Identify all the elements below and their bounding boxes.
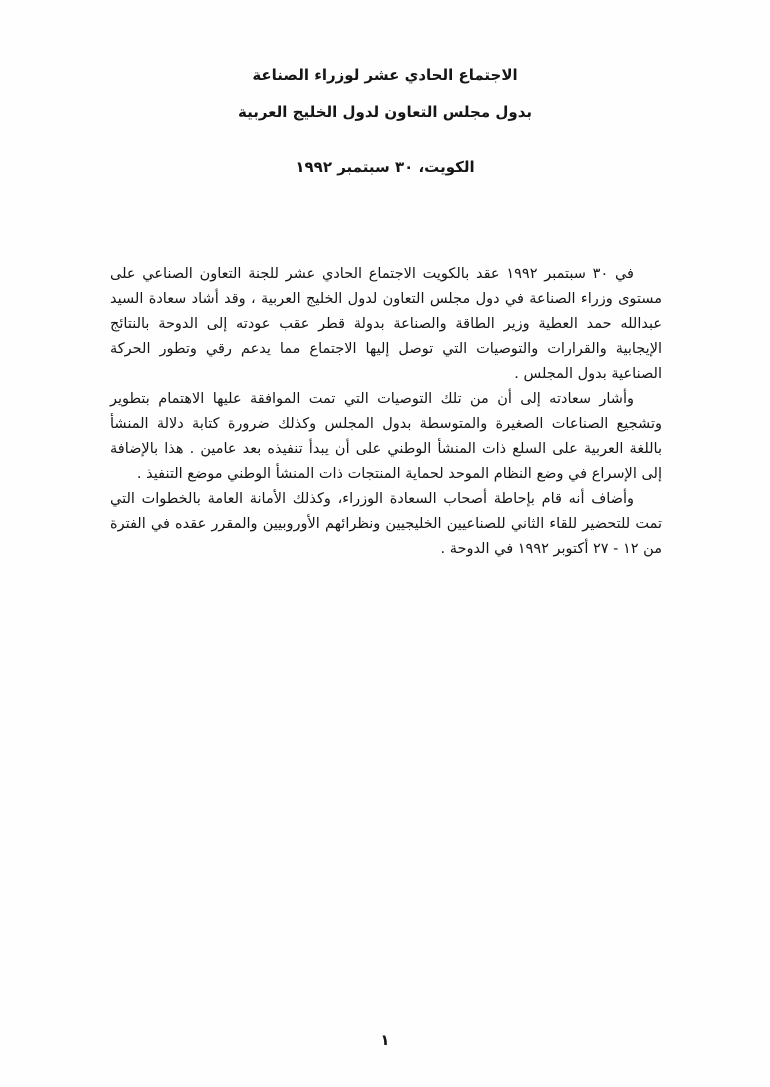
date-line: الكويت، ٣٠ سبتمبر ١٩٩٢ [295,158,475,176]
title-block [0,68,770,142]
body-text [110,262,662,562]
title-line-1: الاجتماع الحادي عشر لوزراء الصناعة [252,66,518,84]
title-line-2: بدول مجلس التعاون لدول الخليج العربية [238,103,532,121]
paragraph-2: وأشار سعادته إلى أن من تلك التوصيات التي تمت الموافقة عليها الاهتمام بتطوير وتشجيع الصناعات الصغيرة والمتوسطة بدول المجلس وكذلك ضرورة كتابة دلالة المنشأ باللغة العربية على السلع ذات المنشأ الوطني على أن يبدأ تنفيذه بعد عامين . هذا بالإضافة إلى الإسراع في وضع النظام الموحد لحماية المنتجات ذات المنشأ الوطني موضع التنفيذ . [110,391,662,482]
page-number: ١ [380,1031,390,1049]
paragraph-1: في ٣٠ سبتمبر ١٩٩٢ عقد بالكويت الاجتماع الحادي عشر للجنة التعاون الصناعي على مستوى وزراء الصناعة في دول مجلس التعاون لدول الخليج العربية ، وقد أشاد سعادة السيد عبدالله حمد العطية وزير الطاقة والصناعة بدولة قطر عقب عودته إلى الدوحة بالنتائج الإيجابية والقرارات والتوصيات التي توصل إليها الاجتماع مما يدعم رقي وتطور الحركة الصناعية بدول المجلس . [110,266,662,382]
paragraph-3: وأضاف أنه قام بإحاطة أصحاب السعادة الوزراء، وكذلك الأمانة العامة بالخطوات التي تمت للتحضير للقاء الثاني للصناعيين الخليجيين ونظرائهم الأوروبيين والمقرر عقده في الفترة من ١٢ - ٢٧ أكتوبر ١٩٩٢ في الدوحة . [110,491,662,557]
